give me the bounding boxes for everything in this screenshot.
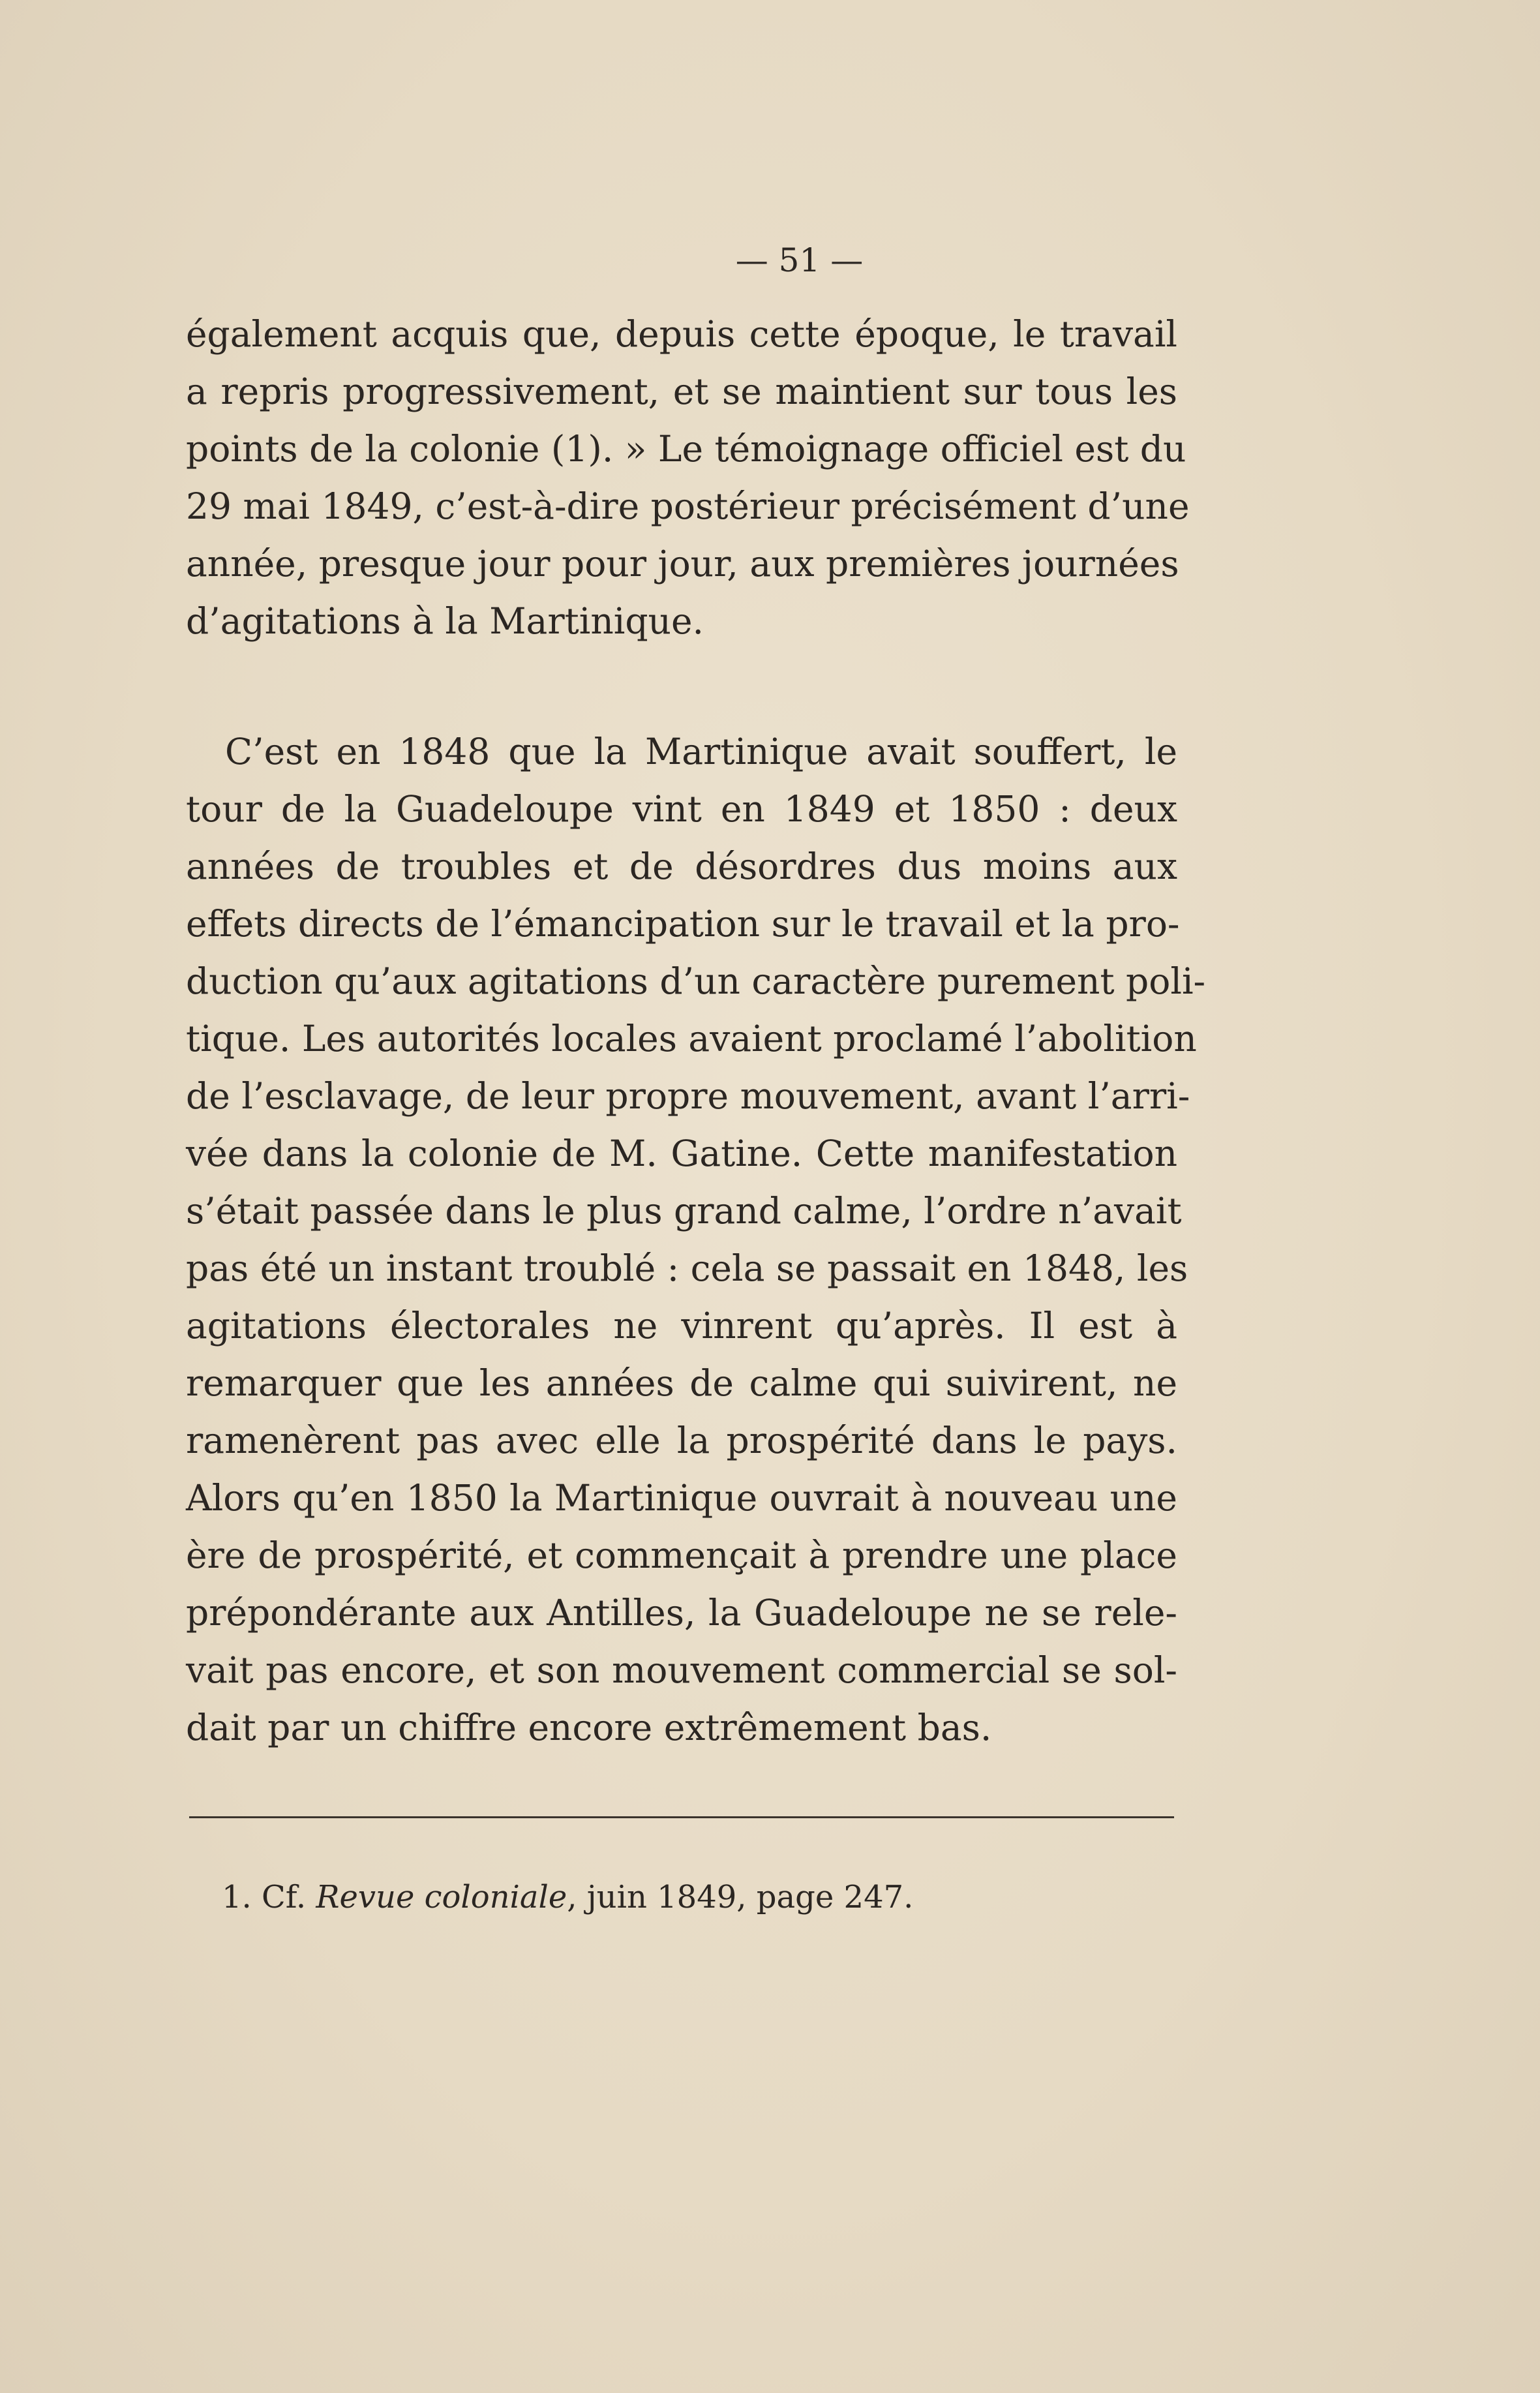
text-line: dait par un chiffre encore extrêmement bas.: [186, 1707, 992, 1748]
paragraph-2: [186, 723, 1206, 1756]
text-line: vait pas encore, et son mouvement commercial se sol-: [186, 1649, 1177, 1691]
text-line: pas été un instant troublé : cela se passait en 1848, les: [186, 1247, 1188, 1289]
text-line: s’était passée dans le plus grand calme, l’ordre n’avait: [186, 1190, 1182, 1232]
text-line: duction qu’aux agitations d’un caractère purement poli-: [186, 960, 1206, 1002]
page-number: — 51 —: [735, 241, 864, 279]
footnote-prefix: 1. Cf.: [222, 1879, 316, 1915]
text-line: agitations électorales ne vinrent qu’après. Il est à: [186, 1305, 1177, 1347]
text-line: tour de la Guadeloupe vint en 1849 et 1850 : deux: [186, 788, 1177, 830]
text-line: a repris progressivement, et se maintient sur tous les: [186, 371, 1177, 412]
paragraph-1: [186, 305, 1190, 650]
text-line: d’agitations à la Martinique.: [186, 600, 704, 642]
text-line: de l’esclavage, de leur propre mouvement, avant l’arri-: [186, 1075, 1190, 1117]
footnote-title: Revue coloniale: [316, 1879, 567, 1915]
text-line: tique. Les autorités locales avaient proclamé l’abolition: [186, 1018, 1197, 1059]
text-line: remarquer que les années de calme qui suivirent, ne: [186, 1362, 1177, 1404]
footnote-suffix: , juin 1849, page 247.: [567, 1879, 914, 1915]
text-line: prépondérante aux Antilles, la Guadeloupe ne se rele-: [186, 1592, 1177, 1634]
text-line: 29 mai 1849, c’est-à-dire postérieur précisément d’une: [186, 485, 1190, 527]
footnote-divider: [189, 1816, 1174, 1818]
text-line: également acquis que, depuis cette époque, le travail: [186, 313, 1177, 355]
text-line: vée dans la colonie de M. Gatine. Cette manifestation: [186, 1133, 1177, 1174]
text-line: années de troubles et de désordres dus moins aux: [186, 846, 1177, 887]
text-line: points de la colonie (1). » Le témoignage officiel est du: [186, 428, 1186, 470]
text-line: ère de prospérité, et commençait à prendre une place: [186, 1534, 1177, 1576]
text-line: C’est en 1848 que la Martinique avait souffert, le: [225, 731, 1177, 772]
text-line: année, presque jour pour jour, aux premières journées: [186, 543, 1179, 585]
text-line: Alors qu’en 1850 la Martinique ouvrait à nouveau une: [186, 1477, 1177, 1519]
footnote: [222, 1879, 913, 1915]
text-line: ramenèrent pas avec elle la prospérité dans le pays.: [186, 1420, 1177, 1461]
text-line: effets directs de l’émancipation sur le travail et la pro-: [186, 903, 1180, 945]
